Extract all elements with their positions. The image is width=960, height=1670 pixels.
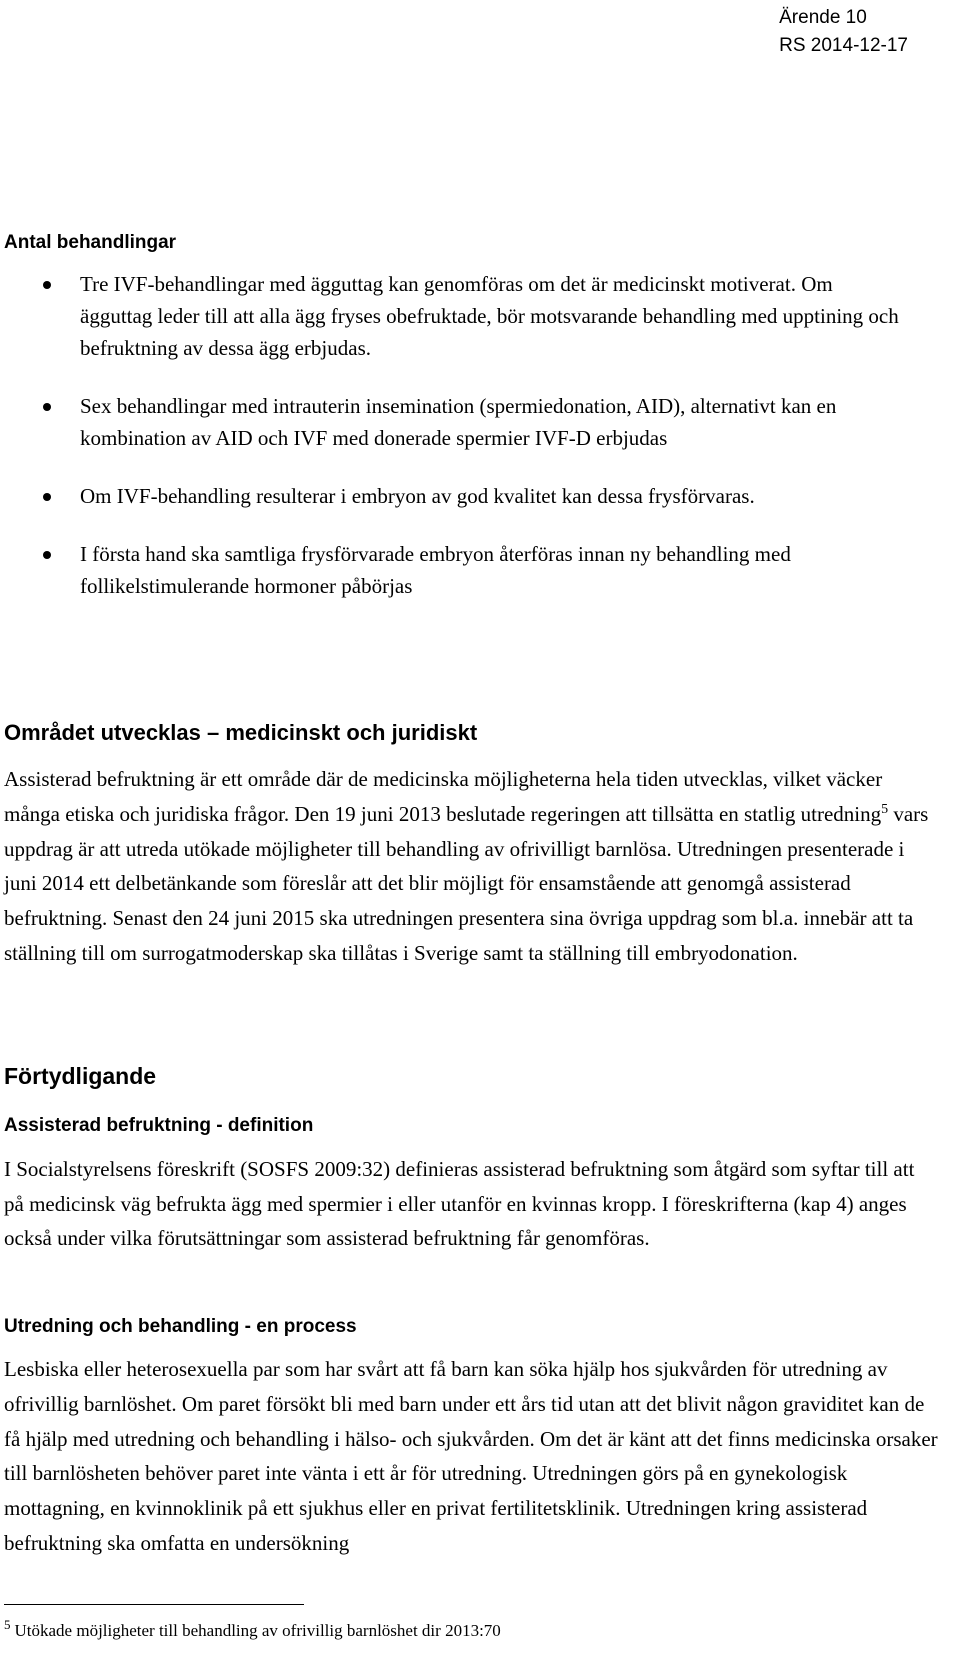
- case-number: Ärende 10: [779, 7, 867, 28]
- list-item: Tre IVF-behandlingar med ägguttag kan genomföras om det är medicinskt motiverat. Om ägguttag leder till att alla ägg fryses obefruktade, bör motsvarande behandling med upptining och befruktning av dessa ägg erbjudas.: [0, 268, 900, 364]
- paragraph-utredning: Lesbiska eller heterosexuella par som har svårt att få barn kan söka hjälp hos sjukvården för utredning av ofrivillig barnlöshet. Om paret försökt bli med barn under ett års tid utan att det blivit någon graviditet kan de få hjälp med utredning och behandling i hälso- och sjukvården. Om det är känt att det finns medicinska orsaker till barnlösheten behöver paret inte vänta i ett år för utredning. Utredningen görs på en gynekologisk mottagning, en kvinnoklinik på ett sjukhus eller en privat fertilitetsklinik. Utredningen kring assisterad befruktning ska omfatta en undersökning: [4, 1357, 938, 1555]
- heading-definition: Assisterad befruktning - definition: [4, 1115, 314, 1136]
- list-item: Sex behandlingar med intrauterin insemination (spermiedonation, AID), alternativt kan en kombination av AID och IVF med donerade spermier IVF-D erbjudas: [0, 390, 900, 454]
- heading-antal-behandlingar: Antal behandlingar: [4, 232, 177, 253]
- heading-fortydligande: Förtydligande: [4, 1063, 157, 1089]
- bullet-icon: [43, 551, 51, 559]
- heading-utredning-process: Utredning och behandling - en process: [4, 1316, 357, 1337]
- footnote-number: 5: [4, 1617, 11, 1633]
- document-header: [779, 4, 908, 60]
- list-item: Om IVF-behandling resulterar i embryon av god kvalitet kan dessa frysförvaras.: [0, 480, 900, 512]
- bullet-icon: [43, 281, 51, 289]
- bullet-icon: [43, 403, 51, 411]
- footnote-text: Utökade möjligheter till behandling av ofrivillig barnlöshet dir 2013:70: [14, 1621, 501, 1640]
- bullet-icon: [43, 493, 51, 501]
- heading-omradet-utvecklas: Området utvecklas – medicinskt och juridiskt: [4, 720, 478, 745]
- footnote-divider: [4, 1604, 304, 1605]
- paragraph-omradet: Assisterad befruktning är ett område där de medicinska möjligheterna hela tiden utvecklas, vilket väcker många etiska och juridiska frågor. Den 19 juni 2013 beslutade regeringen att tillsätta en statlig utredning$^5$ vars uppdrag är att utreda utökade möjligheter till behandling av ofrivilligt barnlösa. Utredningen presenterade i juni 2014 ett delbetänkande som föreslår att det blir möjligt för ensamstående att genomgå assisterad befruktning. Senast den 24 juni 2015 ska utredningen presentera sina övriga uppdrag som bl.a. innebär att ta ställning till om surrogatmoderskap ska tillåtas i Sverige samt ta ställning till embryodonation.: [4, 767, 929, 965]
- footnote-reference[interactable]: 5: [881, 801, 889, 817]
- footnote: [4, 1618, 501, 1644]
- list-item: I första hand ska samtliga frysförvarade embryon återföras innan ny behandling med follikelstimulerande hormoner påbörjas: [0, 538, 900, 602]
- paragraph-definition: I Socialstyrelsens föreskrift (SOSFS 2009:32) definieras assisterad befruktning som åtgärd som syftar till att på medicinsk väg befrukta ägg med spermier i eller utanför en kvinnas kropp. I föreskrifterna (kap 4) anges också under vilka förutsättningar som assisterad befruktning får genomföras.: [4, 1157, 915, 1251]
- treatment-bullet-list: [0, 268, 900, 628]
- document-reference: RS 2014-12-17: [779, 35, 908, 56]
